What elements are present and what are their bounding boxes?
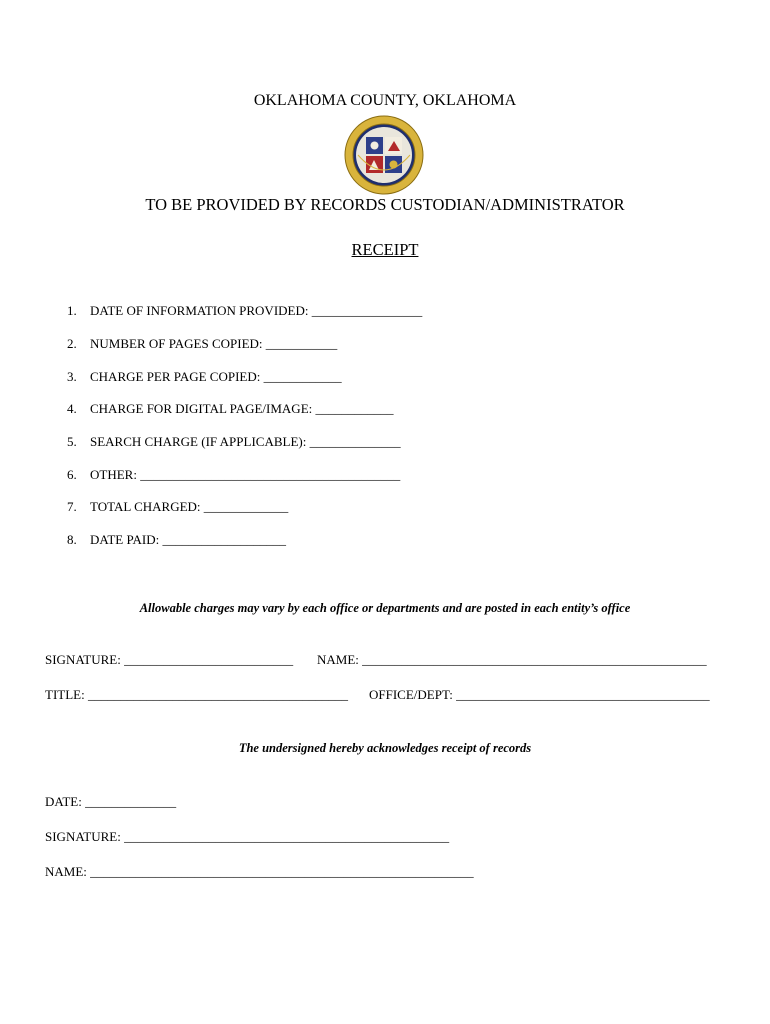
official-title-field[interactable]: TITLE: ________________________________________: [45, 687, 348, 702]
search-charge-field[interactable]: SEARCH CHARGE (IF APPLICABLE): ______________: [90, 434, 401, 449]
list-item: 7. TOTAL CHARGED: _____________: [67, 499, 289, 514]
list-item: 4. CHARGE FOR DIGITAL PAGE/IMAGE: ____________: [67, 401, 394, 416]
other-field[interactable]: OTHER: ________________________________________: [90, 467, 401, 482]
charges-note: Allowable charges may vary by each office or departments and are posted in each entity’s office: [139, 601, 631, 615]
county-heading: OKLAHOMA COUNTY, OKLAHOMA: [253, 92, 517, 109]
receipt-title-text: RECEIPT: [351, 240, 419, 259]
list-item: 3. CHARGE PER PAGE COPIED: ____________: [67, 369, 342, 384]
custodian-heading: TO BE PROVIDED BY RECORDS CUSTODIAN/ADMINISTRATOR: [145, 195, 625, 214]
pages-copied-field[interactable]: NUMBER OF PAGES COPIED: ___________: [90, 336, 338, 351]
list-item: 5. SEARCH CHARGE (IF APPLICABLE): ______________: [67, 434, 401, 449]
official-signature-field[interactable]: SIGNATURE: __________________________: [45, 652, 294, 667]
date-provided-field[interactable]: DATE OF INFORMATION PROVIDED: _________________: [90, 303, 423, 318]
list-item: 6. OTHER: ________________________________________: [67, 467, 401, 482]
digital-charge-field[interactable]: CHARGE FOR DIGITAL PAGE/IMAGE: ____________: [90, 401, 394, 416]
acknowledgement-text: The undersigned hereby acknowledges receipt of records: [238, 741, 532, 755]
office-dept-field[interactable]: OFFICE/DEPT: _______________________________________: [369, 687, 710, 702]
recipient-date-field[interactable]: DATE: ______________: [45, 794, 177, 809]
list-item: 8. DATE PAID: ___________________: [67, 532, 286, 547]
recipient-signature-field[interactable]: SIGNATURE: __________________________________________________: [45, 829, 450, 844]
total-charged-field[interactable]: TOTAL CHARGED: _____________: [90, 499, 289, 514]
date-paid-field[interactable]: DATE PAID: ___________________: [90, 532, 286, 547]
county-seal: [344, 115, 424, 195]
charge-per-page-field[interactable]: CHARGE PER PAGE COPIED: ____________: [90, 369, 342, 384]
recipient-name-field[interactable]: NAME: ___________________________________________________________: [45, 864, 474, 879]
official-name-field[interactable]: NAME: _____________________________________________________: [317, 652, 707, 667]
list-item: 2. NUMBER OF PAGES COPIED: ___________: [67, 336, 338, 351]
list-item: 1. DATE OF INFORMATION PROVIDED: _________________: [67, 303, 423, 318]
receipt-title: [0, 240, 770, 260]
